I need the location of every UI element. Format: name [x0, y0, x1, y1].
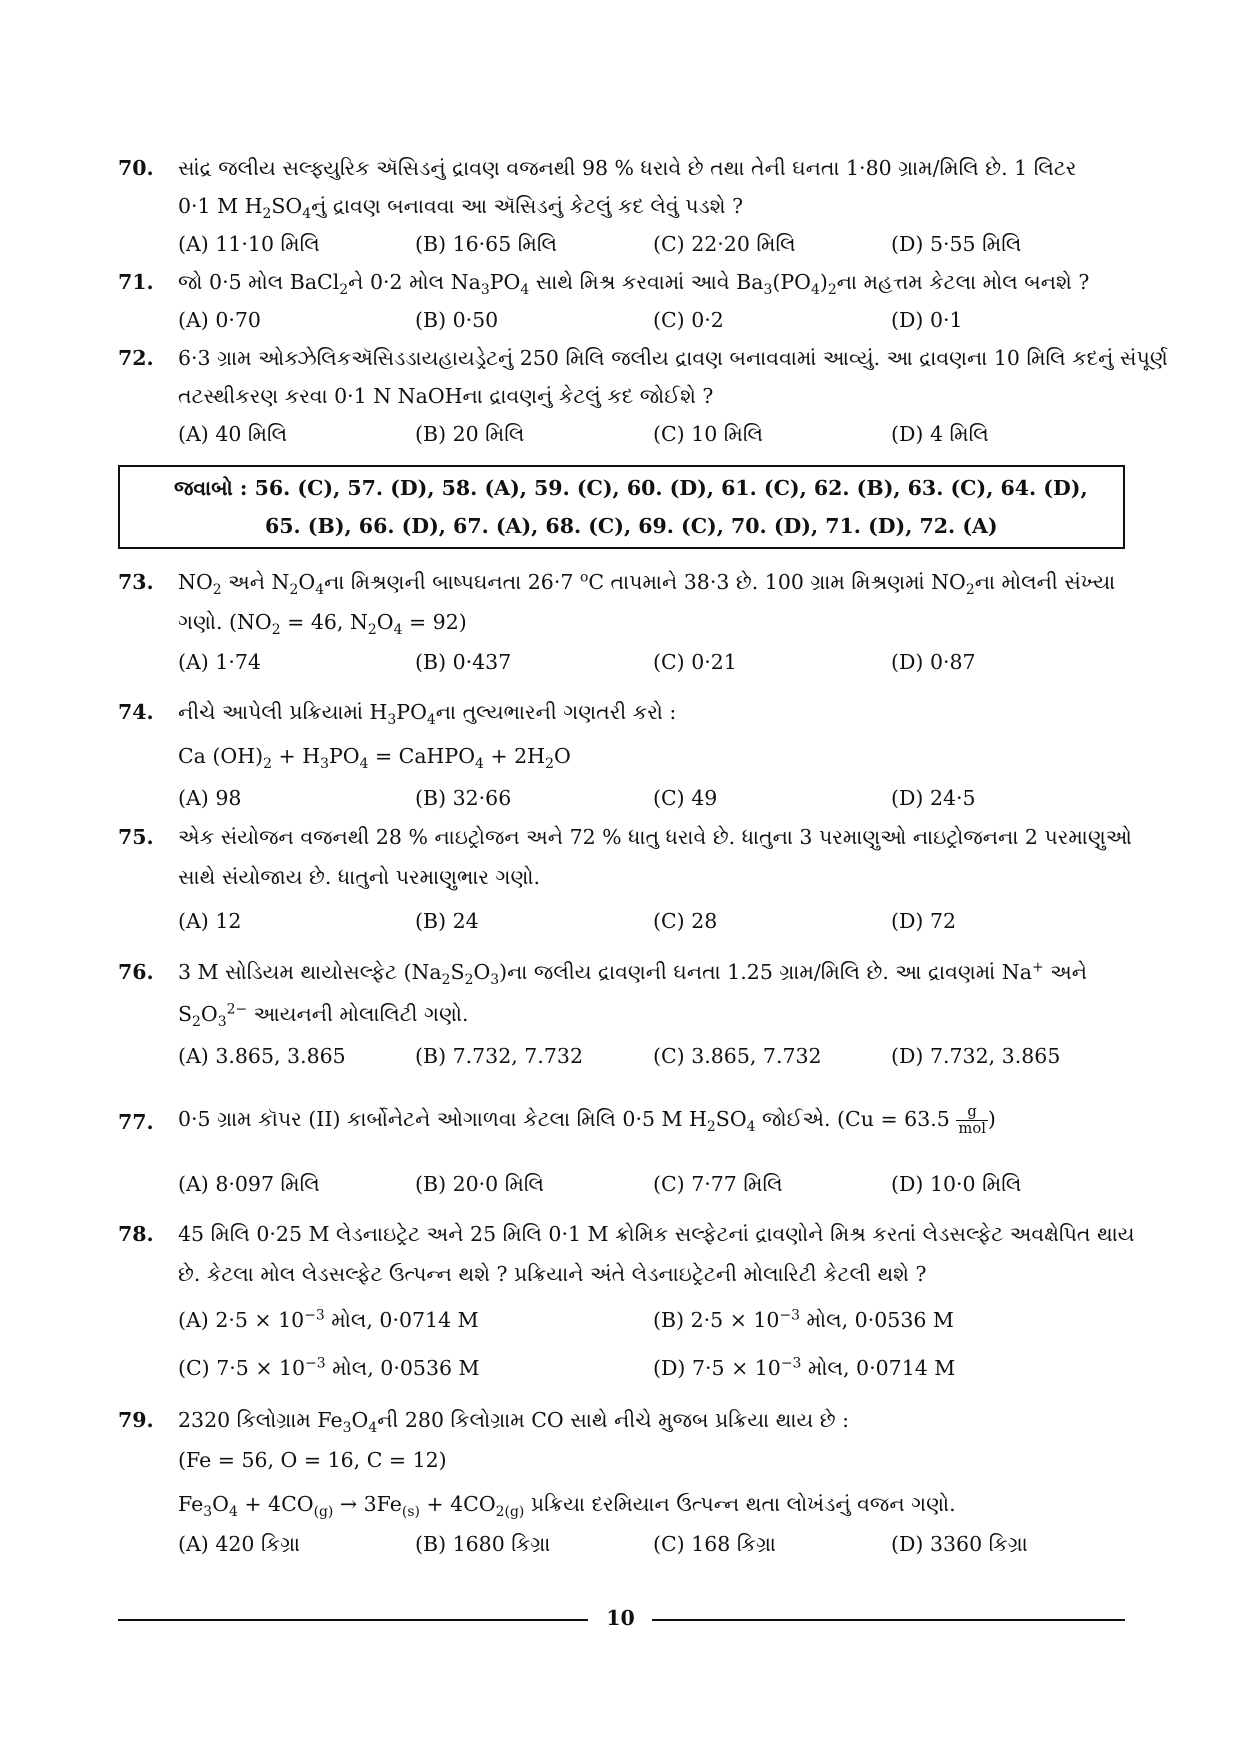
question-text: જો 0·5 મોલ BaCl$_2$ને 0·2 મોલ $Na_3PO_4$ સાથે મિશ્ર કરવામાં આવે $Ba_3(PO_4)_2ના$ મહત્તમ કેટલા મોલ બનશે ? — [178, 270, 1090, 298]
chemical-equation: $Fe_3O_4 + 4CO_{(g)} \to 3Fe_{(s)} + 4CO_{2(g)}$ પ્રક્રિયા દરમિયાન ઉત્પન્ન થતા લોખંડનું વજન ગણો. — [178, 1492, 956, 1520]
option-b: (B) 7.732, 7.732 — [415, 1044, 583, 1068]
question-text: 6·3 ગ્રામ ઓક્ઝેલિકઍસિડડાયહાયડ્રેટનું 250 મિલિ જલીય દ્રાવણ બનાવવામાં આવ્યું. આ દ્રાવણના 10 મિલિ કદનું સંપૂર્ણ — [178, 346, 1168, 370]
option-c: (C) 28 — [653, 909, 718, 933]
answer-key-box — [118, 465, 1125, 549]
question-text: સાંદ્ર જલીય સલ્ફ્યુરિક ઍસિડનું દ્રાવણ વજનથી 98 % ધરાવે છે તથા તેની ઘનતા 1·80 ગ્રામ/મિલિ છે. 1 લિટર — [178, 156, 1077, 180]
question-text: $NO_2$ અને $N_2O_4ના$ મિશ્રણની બાષ્પઘનતા 26·7 $^o$C તાપમાને 38·3 છે. 100 ગ્રામ મિશ્રણમાં $NO_2ના$ મોલની સંખ્યા — [178, 569, 1116, 598]
option-a: (A) 98 — [178, 786, 242, 810]
footer-rule-right — [652, 1619, 1125, 1621]
option-c: (C) 49 — [653, 786, 718, 810]
question-number: 78. — [118, 1222, 154, 1246]
option-c: (C) $7\cdot 5 \times 10^{-3}$ મોલ, 0·0536 M — [178, 1355, 480, 1380]
option-a: (A) 0·70 — [178, 308, 261, 332]
option-b: (B) 32·66 — [415, 786, 512, 810]
option-d: (D) 4 મિલિ — [891, 422, 989, 446]
footer-rule-left — [118, 1619, 588, 1621]
question-number: 71. — [118, 270, 154, 294]
question-number: 77. — [118, 1110, 154, 1134]
option-d: (D) 0·87 — [891, 650, 976, 674]
option-d: (D) 72 — [891, 909, 957, 933]
question-text: એક સંયોજન વજનથી 28 % નાઇટ્રોજન અને 72 % ધાતુ ધરાવે છે. ધાતુના 3 પરમાણુઓ નાઇટ્રોજનના 2 પરમાણુઓ — [178, 825, 1132, 849]
option-b: (B) 0·50 — [415, 308, 499, 332]
option-b: (B) $2\cdot 5 \times 10^{-3}$ મોલ, 0·0536 M — [653, 1307, 954, 1332]
atomic-masses: (Fe = 56, O = 16, C = 12) — [178, 1448, 447, 1472]
option-a: (A) $2\cdot 5 \times 10^{-3}$ મોલ, 0·0714 M — [178, 1307, 479, 1332]
option-b: (B) 20 મિલિ — [415, 422, 525, 446]
question-text: 3 M સોડિયમ થાયોસલ્ફેટ $(Na_2S_2O_3)ના$ જલીય દ્રાવણની ઘનતા 1.25 ગ્રામ/મિલિ છે. આ દ્રાવણમાં Na+ અને — [178, 959, 1088, 988]
unit-fraction: $\frac{g}{\text{mol}}$ — [958, 1103, 986, 1138]
question-number: 74. — [118, 700, 154, 724]
question-number: 75. — [118, 825, 154, 849]
option-a: (A) 11·10 મિલિ — [178, 232, 320, 256]
option-c: (C) 7·77 મિલિ — [653, 1172, 783, 1196]
option-d: (D) $7\cdot 5 \times 10^{-3}$ મોલ, 0·0714 M — [653, 1355, 956, 1380]
answer-key-row: જવાબો : 56. (C), 57. (D), 58. (A), 59. (C), 60. (D), 61. (C), 62. (B), 63. (C), 64. (D), — [174, 476, 1088, 500]
question-text: $S_2O_3^{2-}$ આયનની મોલાલિટી ગણો. — [178, 1001, 469, 1030]
option-c: (C) 0·21 — [653, 650, 737, 674]
question-text: નીચે આપેલી પ્રક્રિયામાં $H_3PO_4ના$ તુલ્યભારની ગણતરી કરો : — [178, 700, 677, 728]
option-d: (D) 5·55 મિલિ — [891, 232, 1022, 256]
option-b: (B) 20·0 મિલિ — [415, 1172, 544, 1196]
option-a: (A) 3.865, 3.865 — [178, 1044, 346, 1068]
option-c: (C) 3.865, 7.732 — [653, 1044, 822, 1068]
option-d: (D) 10·0 મિલિ — [891, 1172, 1022, 1196]
question-number: 70. — [118, 156, 154, 180]
option-c: (C) 0·2 — [653, 308, 724, 332]
option-a: (A) 1·74 — [178, 650, 261, 674]
option-d: (D) 7.732, 3.865 — [891, 1044, 1061, 1068]
question-text: છે. કેટલા મોલ લેડસલ્ફેટ ઉત્પન્ન થશે ? પ્રક્રિયાને અંતે લેડનાઇટ્રેટની મોલારિટી કેટલી થશે ? — [178, 1262, 927, 1286]
option-b: (B) 0·437 — [415, 650, 512, 674]
question-text: 0·1 M $H_2SO_4નું$ દ્રાવણ બનાવવા આ ઍસિડનું કેટલું કદ લેવું પડશે ? — [178, 194, 744, 222]
option-c: (C) 22·20 મિલિ — [653, 232, 796, 256]
page-number: 10 — [606, 1606, 635, 1630]
chemical-equation: Ca $(OH)_2 + H_3PO_4$ = CaHPO$_4$ + $2H_2O$ — [178, 744, 571, 772]
option-a: (A) 8·097 મિલિ — [178, 1172, 320, 1196]
answer-key-row: 65. (B), 66. (D), 67. (A), 68. (C), 69. (C), 70. (D), 71. (D), 72. (A) — [265, 514, 998, 538]
option-c: (C) 10 મિલિ — [653, 422, 764, 446]
question-text: 0·5 ગ્રામ કૉપર (II) કાર્બોનેટને ઓગાળવા કેટલા મિલિ 0·5 M $H_2SO_4$ જોઈએ. (Cu = 63.5 $\frac{g}{\text{mol}}$ ) — [178, 1103, 996, 1138]
question-text: ગણો. ($NO_2 = 46$, $N_2O_4 = 92$) — [178, 610, 467, 638]
question-number: 73. — [118, 570, 154, 594]
question-text: 45 મિલિ 0·25 M લેડનાઇટ્રેટ અને 25 મિલિ 0·1 M ક્રોમિક સલ્ફેટનાં દ્રાવણોને મિશ્ર કરતાં લેડસલ્ફેટ અવક્ષેપિત થાય — [178, 1222, 1135, 1246]
option-a: (A) 12 — [178, 909, 242, 933]
option-d: (D) 3360 કિગ્રા — [891, 1532, 1028, 1556]
option-d: (D) 24·5 — [891, 786, 976, 810]
option-a: (A) 420 કિગ્રા — [178, 1532, 301, 1556]
option-d: (D) 0·1 — [891, 308, 963, 332]
question-number: 76. — [118, 960, 154, 984]
option-b: (B) 1680 કિગ્રા — [415, 1532, 551, 1556]
option-b: (B) 16·65 મિલિ — [415, 232, 558, 256]
question-number: 72. — [118, 346, 154, 370]
question-text: 2320 કિલોગ્રામ $Fe_3O_4ની$ 280 કિલોગ્રામ CO સાથે નીચે મુજબ પ્રક્રિયા થાય છે : — [178, 1408, 850, 1436]
question-text: સાથે સંયોજાય છે. ધાતુનો પરમાણુભાર ગણો. — [178, 865, 541, 889]
question-number: 79. — [118, 1408, 154, 1432]
option-a: (A) 40 મિલિ — [178, 422, 288, 446]
option-c: (C) 168 કિગ્રા — [653, 1532, 776, 1556]
option-b: (B) 24 — [415, 909, 479, 933]
question-text: તટસ્થીકરણ કરવા 0·1 N NaOHના દ્રાવણનું કેટલું કદ જોઈશે ? — [178, 384, 714, 408]
